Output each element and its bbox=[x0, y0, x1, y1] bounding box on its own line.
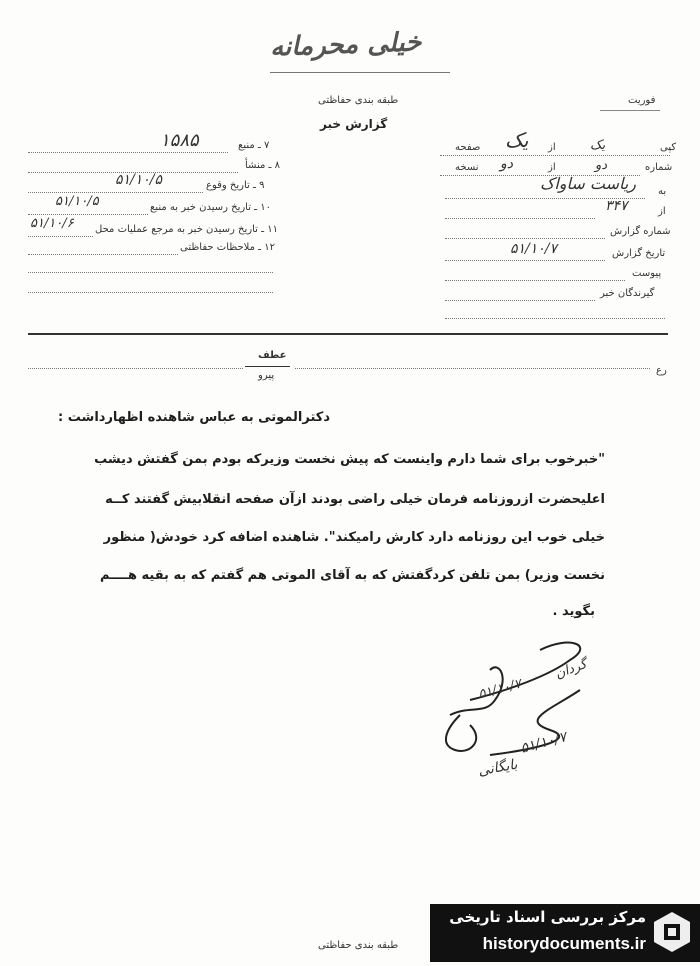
urgency-label: فوریت bbox=[628, 95, 656, 106]
archive-website: historydocuments.ir bbox=[482, 934, 646, 953]
body-line-1: دکترالموتی به عباس شاهنده اظهارداشت : bbox=[58, 410, 330, 425]
follow-up-label: پیرو bbox=[258, 370, 275, 381]
date-to-source: ۵۱/۱۰/۵ bbox=[55, 194, 99, 209]
section-divider bbox=[28, 333, 668, 335]
footer-classification: طبقه بندی حفاظتی bbox=[318, 940, 399, 951]
field-source: ۷ ـ منبع bbox=[238, 140, 270, 151]
subject-label: رع bbox=[656, 365, 667, 376]
archive-center-name: مرکز بررسی اسناد تاریخی bbox=[449, 908, 646, 926]
field-origin: ۸ ـ منشأ bbox=[245, 160, 281, 171]
top-classification-stamp: خیلی محرمانه bbox=[269, 27, 422, 63]
copies-count: دو bbox=[500, 156, 513, 172]
body-line-3: اعلیحضرت ازروزنامه فرمان خیلی راضی بودند ازآن صفحه انقلابیش گفتند کــه bbox=[105, 492, 605, 507]
field-security-notes: ۱۲ ـ ملاحظات حفاظتی bbox=[180, 242, 275, 253]
body-line-6: بگوید . bbox=[552, 604, 595, 619]
addressee-value: ریاست ساواک bbox=[540, 174, 637, 193]
occurrence-date: ۵۱/۱۰/۵ bbox=[115, 172, 163, 188]
page-row-label: کپی bbox=[660, 142, 677, 153]
copy-number-value: دو bbox=[595, 158, 608, 173]
report-date-label: تاریخ گزارش bbox=[612, 248, 666, 259]
archive-logo-icon bbox=[652, 910, 692, 954]
signature-note-1: گردان bbox=[553, 656, 589, 683]
addressee-label: به bbox=[658, 186, 667, 197]
pages-count: یک bbox=[505, 128, 529, 152]
signature-date-2: ۵۱/۱۰/۷ bbox=[518, 729, 569, 757]
field-date-to-authority: ۱۱ ـ تاریخ رسیدن خبر به مرجع عملیات محل bbox=[95, 224, 278, 235]
sender-label: از bbox=[658, 206, 666, 217]
classification-label: طبقه بندی حفاظتی bbox=[318, 95, 399, 106]
signature-date-1: ۵۱/۱۰/۷ bbox=[476, 676, 523, 703]
report-title: گزارش خبر bbox=[320, 117, 388, 131]
field-occurrence-date: ۹ ـ تاریخ وقوع bbox=[206, 180, 265, 191]
recipients-label: گیرندگان خبر bbox=[600, 288, 655, 299]
date-to-authority: ۵۱/۱۰/۶ bbox=[30, 216, 74, 231]
body-line-5: نخست وزیر) بمن تلفن کردگفتش که به آقای الموتی هم گفتم که به بقیه هــــم bbox=[100, 568, 605, 583]
reference-label: عطف bbox=[258, 350, 287, 361]
copy-row-label: شماره bbox=[645, 162, 673, 173]
sender-value: ۳۴۷ bbox=[605, 198, 628, 214]
archive-watermark bbox=[430, 904, 700, 962]
field-date-to-source: ۱۰ ـ تاریخ رسیدن خبر به منبع bbox=[150, 202, 272, 213]
signature-scribble bbox=[430, 630, 610, 780]
copy-of-label: از bbox=[548, 162, 556, 173]
body-line-4: خیلی خوب این روزنامه دارد کارش رامیکند". شاهنده اضافه کرد خودش( منظور bbox=[103, 530, 605, 545]
signature-note-2: بایگانی bbox=[476, 756, 519, 780]
copy-label: نسخه bbox=[455, 162, 479, 173]
source-number: ۱۵۸۵ bbox=[160, 130, 199, 151]
report-number-label: شماره گزارش bbox=[610, 226, 671, 237]
page-of-label: از bbox=[548, 142, 556, 153]
page-label: صفحه bbox=[455, 142, 481, 153]
report-date-value: ۵۱/۱۰/۷ bbox=[510, 241, 558, 257]
page-number-value: یک bbox=[590, 138, 606, 153]
attachment-label: پیوست bbox=[632, 268, 662, 279]
body-line-2: "خبرخوب برای شما دارم واینست که پیش نخست وزیرکه بودم بمن گفتش دیشب bbox=[94, 452, 605, 467]
